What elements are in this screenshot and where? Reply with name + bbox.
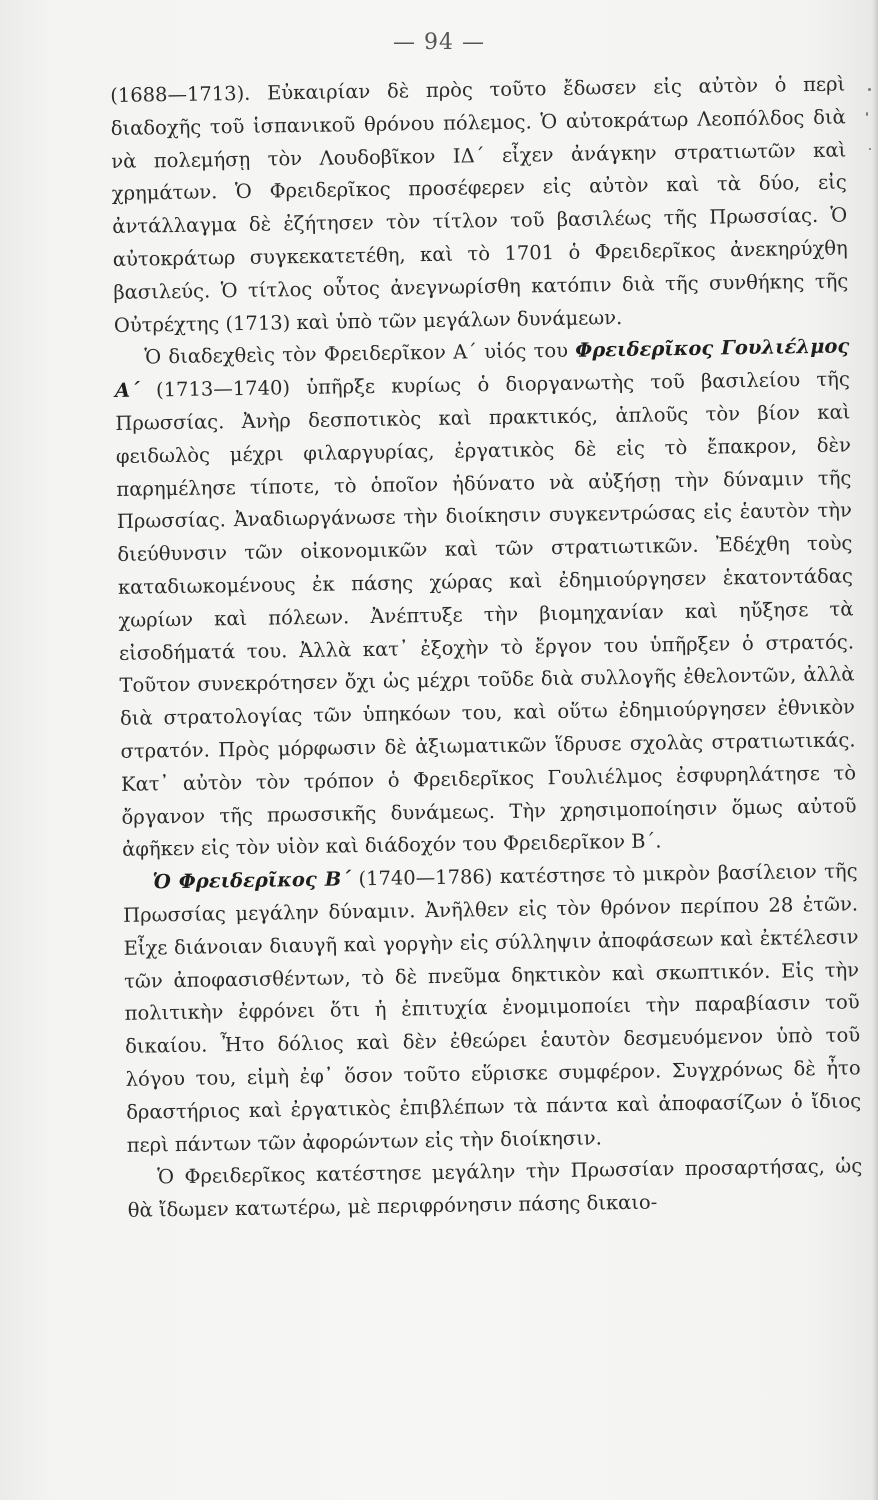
scan-speck [869,148,871,150]
paragraph-4-text: Ὁ Φρειδερῖκος κατέστησε μεγάλην τὴν Πρωσσίαν προσαρτήσας, ὡς θὰ ἴδωμεν κατωτέρω, μὲ περιφρόνησιν πάσης δικαιο- [127,1154,863,1222]
page-edge-shadow [872,0,878,1500]
paragraph-4 [127,1151,863,1228]
paragraph-2 [114,331,857,867]
scan-speck [868,88,871,91]
body-text [110,68,863,1227]
page-number: — 94 — [393,30,485,55]
paragraph-2-body: (1713—1740) ὑπῆρξε κυρίως ὁ διοργανωτὴς τοῦ βασιλείου τῆς Πρωσσίας. Ἀνὴρ δεσποτικὸς καὶ πρακτικός, ἁπλοῦς τὸν βίον καὶ φειδωλὸς μέχρι φιλαργυρίας, ἐργατικὸς δὲ εἰς τὸ ἔπακρον, δὲν παρημέλησε τίποτε, τὸ ὁποῖον ἠδύνατο νὰ αὐξήσῃ τὴν δύναμιν τῆς Πρωσσίας. Ἀναδιωργάνωσε τὴν διοίκησιν συγκεντρώσας εἰς ἑαυτὸν τὴν διεύθυνσιν τῶν οἰκονομικῶν καὶ τῶν στρατιωτικῶν. Ἐδέχθη τοὺς καταδιωκομένους ἐκ πάσης χώρας καὶ ἐδημιούργησεν ἑκατοντάδας χωρίων καὶ πόλεων. Ἀνέπτυξε τὴν βιομηχανίαν καὶ ηὔξησε τὰ εἰσοδήματά του. Ἀλλὰ κατ᾽ ἐξοχὴν τὸ ἔργον του ὑπῆρξεν ὁ στρατός. Τοῦτον συνεκρότησεν ὄχι ὡς μέχρι τοῦδε διὰ συλλογῆς ἐθελοντῶν, ἀλλὰ διὰ στρατολογίας τῶν ὑπηκόων του, καὶ οὕτω ἐδημιούργησεν ἐθνικὸν στρατόν. Πρὸς μόρφωσιν δὲ ἀξιωματικῶν ἵδρυσε σχολὰς στρατιωτικάς. Κατ᾽ αὐτὸν τὸν τρόπον ὁ Φρειδερῖκος Γουλιέλμος ἐσφυρηλάτησε τὸ ὄργανον τῆς πρωσσικῆς δυνάμεως. Τὴν χρησιμοποίησιν ὅμως αὐτοῦ ἀφῆκεν εἰς τὸν υἱὸν καὶ διάδοχόν του Φρειδερῖκον Β΄. [115,367,857,862]
paragraph-1 [110,68,849,342]
name-frederick-william-i: Φρειδερῖκος Γουλιέλμος Α΄ [114,334,850,403]
paragraph-1-text: (1688—1713). Εὐκαιρίαν δὲ πρὸς τοῦτο ἔδωσεν εἰς αὐτὸν ὁ περὶ διαδοχῆς τοῦ ἱσπανικοῦ θρόνου πόλεμος. Ὁ αὐτοκράτωρ Λεοπόλδος διὰ νὰ πολεμήσῃ τὸν Λουδοβῖκον ΙΔ΄ εἶχεν ἀνάγκην στρατιωτῶν καὶ χρημάτων. Ὁ Φρειδερῖκος προσέφερεν εἰς αὐτὸν καὶ τὰ δύο, εἰς ἀντάλλαγμα δὲ ἐζήτησεν τὸν τίτλον τοῦ βασιλέως τῆς Πρωσσίας. Ὁ αὐτοκράτωρ συγκεκατετέθη, καὶ τὸ 1701 ὁ Φρειδερῖκος ἀνεκηρύχθη βασιλεύς. Ὁ τίτλος οὗτος ἀνεγνωρίσθη κατόπιν διὰ τῆς συνθήκης τῆς Οὐτρέχτης (1713) καὶ ὑπὸ τῶν μεγάλων δυνάμεων. [110,72,849,337]
name-frederick-ii: Ὁ Φρειδερῖκος Β΄ [152,867,352,894]
scan-speck [866,112,868,116]
paragraph-3 [122,855,862,1162]
paragraph-3-body: (1740—1786) κατέστησε τὸ μικρὸν βασίλειον τῆς Πρωσσίας μεγάλην δύναμιν. Ἀνῆλθεν εἰς τὸν θρόνον περίπου 28 ἐτῶν. Εἶχε διάνοιαν διαυγῆ καὶ γοργὴν εἰς σύλληψιν ἀποφάσεων καὶ ἐκτέλεσιν τῶν ἀποφασισθέντων, τὸ δὲ πνεῦμα δηκτικὸν καὶ σκωπτικόν. Εἰς τὴν πολιτικὴν ἐφρόνει ὅτι ἡ ἐπιτυχία ἐνομιμοποίει τὴν παραβίασιν τοῦ δικαίου. Ἦτο δόλιος καὶ δὲν ἐθεώρει ἑαυτὸν δεσμευόμενον ὑπὸ τοῦ λόγου του, εἰμὴ ἐφ᾽ ὅσον τοῦτο εὕρισκε συμφέρον. Συγχρόνως δὲ ἦτο δραστήριος καὶ ἐργατικὸς ἐπιβλέπων τὰ πάντα καὶ ἀποφασίζων ὁ ἴδιος περὶ πάντων τῶν ἀφορώντων εἰς τὴν διοίκησιν. [122,859,862,1157]
paragraph-2-lead: Ὁ διαδεχθεὶς τὸν Φρειδερῖκον Α΄ υἱός του [144,339,576,369]
